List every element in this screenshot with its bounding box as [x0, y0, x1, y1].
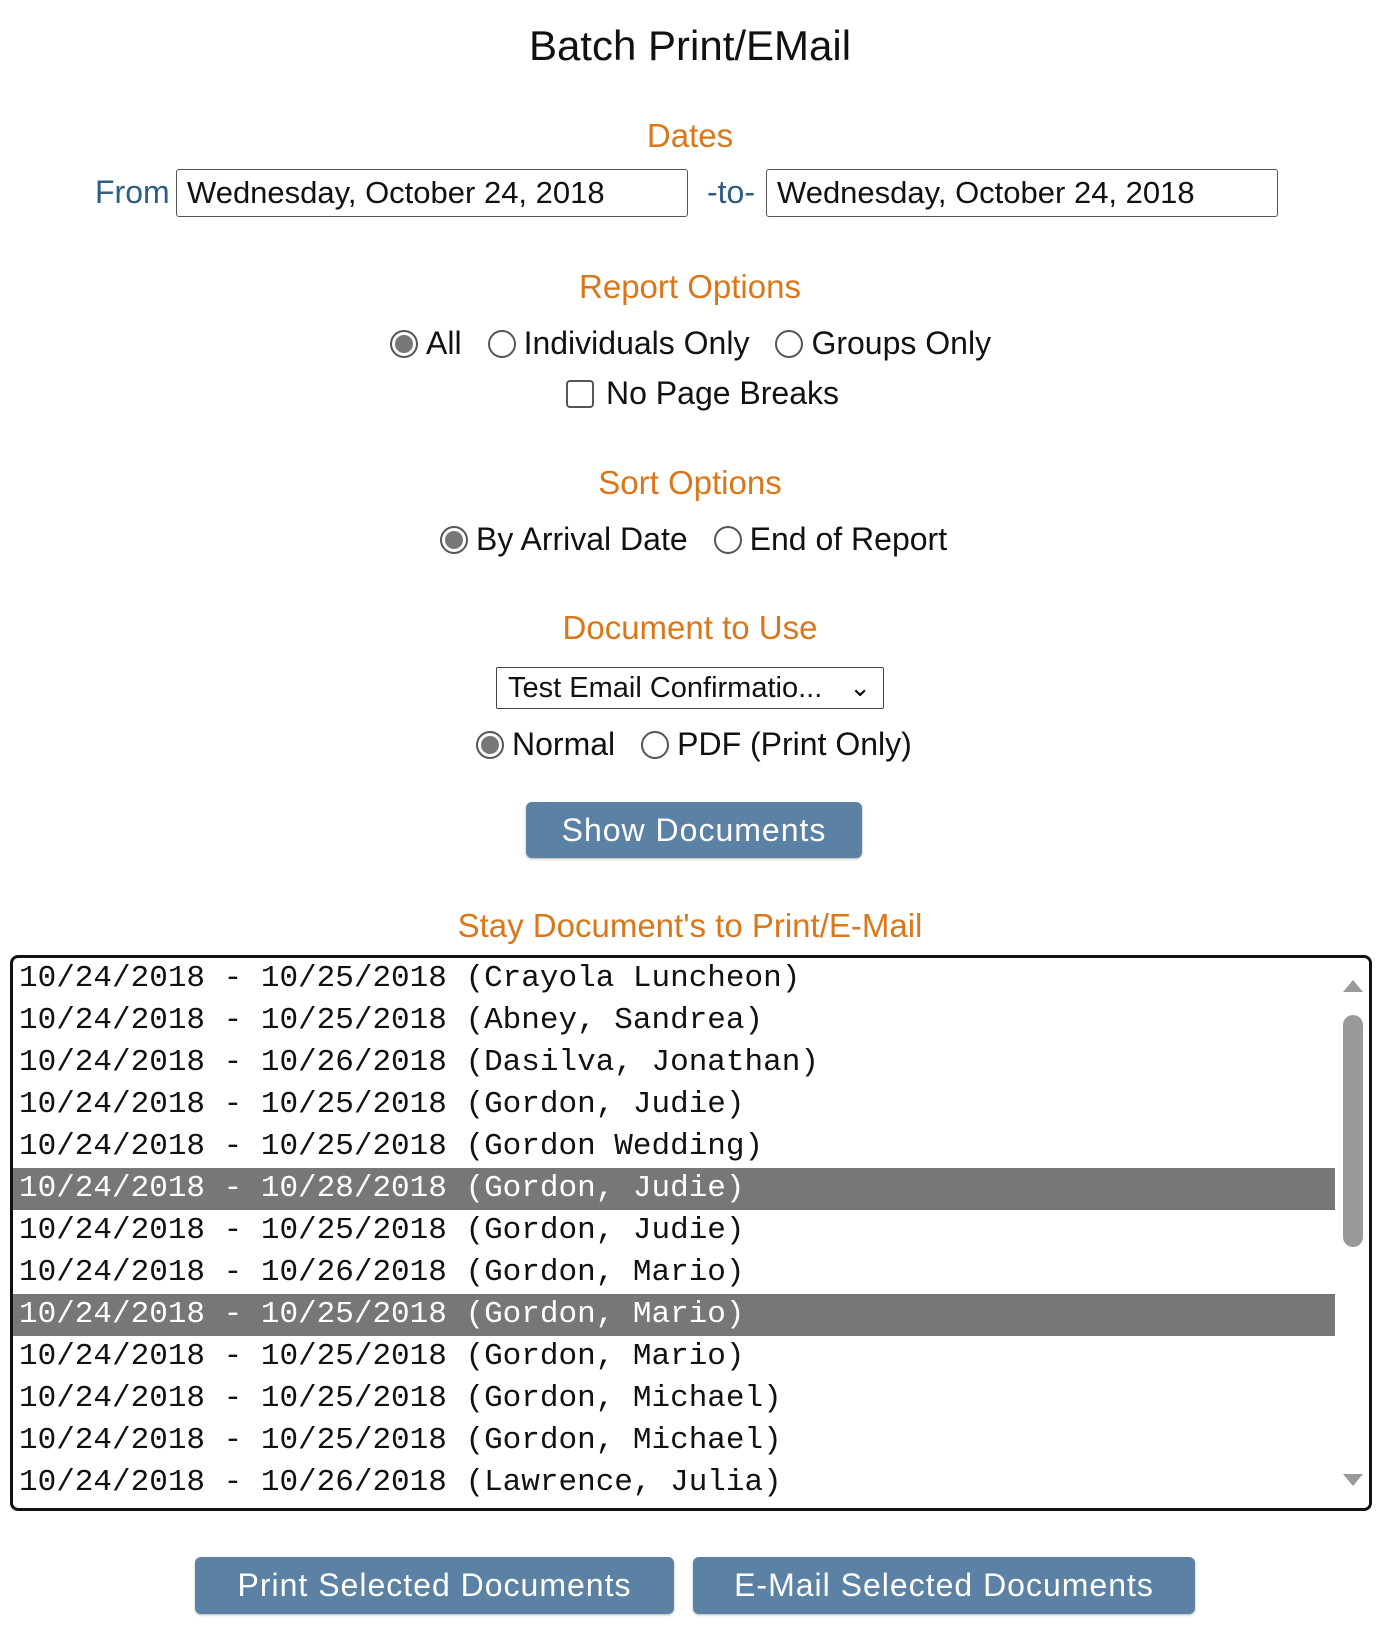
list-item[interactable]: 10/24/2018 - 10/26/2018 (Lawrence, Julia)	[19, 1465, 782, 1500]
from-date-input[interactable]	[176, 169, 688, 217]
show-documents-button[interactable]: Show Documents	[526, 802, 862, 858]
print-selected-button[interactable]: Print Selected Documents	[195, 1557, 674, 1614]
sort-arrival-label: By Arrival Date	[476, 521, 688, 557]
document-heading: Document to Use	[562, 609, 818, 646]
list-item[interactable]: 10/24/2018 - 10/28/2018 (Gordon, Judie)	[13, 1168, 1335, 1210]
no-page-breaks-checkbox[interactable]	[566, 375, 839, 412]
report-individuals-label: Individuals Only	[523, 325, 750, 361]
list-item[interactable]: 10/24/2018 - 10/25/2018 (Gordon, Mario)	[19, 1339, 745, 1374]
format-normal-label: Normal	[512, 726, 616, 762]
list-item[interactable]: 10/24/2018 - 10/25/2018 (Gordon, Michael)	[19, 1381, 782, 1416]
scrollbar[interactable]	[1337, 958, 1369, 1508]
radio-unchecked-icon	[775, 330, 803, 358]
no-page-breaks-label: No Page Breaks	[606, 375, 840, 411]
to-date-input[interactable]	[766, 169, 1278, 217]
report-all-radio[interactable]	[390, 325, 462, 362]
email-selected-button[interactable]: E-Mail Selected Documents	[693, 1557, 1195, 1614]
chevron-down-icon: ⌄	[849, 672, 871, 702]
report-all-label: All	[426, 325, 462, 361]
radio-unchecked-icon	[488, 330, 516, 358]
list-item[interactable]: 10/24/2018 - 10/25/2018 (Gordon, Judie)	[19, 1213, 745, 1248]
from-label: From	[95, 174, 170, 210]
radio-unchecked-icon	[714, 526, 742, 554]
list-item[interactable]: 10/24/2018 - 10/25/2018 (Crayola Luncheon)	[19, 961, 801, 996]
page-title: Batch Print/EMail	[528, 22, 852, 69]
to-label: -to-	[707, 174, 755, 210]
sort-options-heading: Sort Options	[598, 464, 782, 501]
list-item[interactable]: 10/24/2018 - 10/26/2018 (Dasilva, Jonathan)	[19, 1045, 819, 1080]
sort-end-radio[interactable]	[714, 521, 947, 558]
checkbox-icon	[566, 380, 594, 408]
scroll-down-arrow-icon[interactable]	[1343, 1474, 1363, 1486]
stay-documents-listbox[interactable]	[10, 955, 1372, 1511]
report-groups-radio[interactable]	[775, 325, 991, 362]
scrollbar-thumb[interactable]	[1343, 1015, 1363, 1247]
list-item[interactable]: 10/24/2018 - 10/26/2018 (Gordon, Mario)	[19, 1255, 745, 1290]
document-select[interactable]	[496, 667, 884, 709]
format-pdf-label: PDF (Print Only)	[677, 726, 912, 762]
radio-checked-icon	[440, 526, 468, 554]
format-normal-radio[interactable]	[476, 726, 615, 763]
stay-list-heading: Stay Document's to Print/E-Mail	[457, 907, 923, 944]
list-item[interactable]: 10/24/2018 - 10/25/2018 (Gordon, Mario)	[13, 1294, 1335, 1336]
sort-arrival-radio[interactable]	[440, 521, 688, 558]
scroll-up-arrow-icon[interactable]	[1343, 980, 1363, 992]
list-item[interactable]: 10/24/2018 - 10/25/2018 (Abney, Sandrea)	[19, 1003, 764, 1038]
report-options-heading: Report Options	[579, 268, 801, 305]
report-individuals-radio[interactable]	[488, 325, 750, 362]
list-item[interactable]: 10/24/2018 - 10/25/2018 (Gordon, Michael)	[19, 1423, 782, 1458]
dates-heading: Dates	[646, 117, 734, 154]
radio-checked-icon	[390, 330, 418, 358]
list-item[interactable]: 10/24/2018 - 10/25/2018 (Gordon Wedding)	[19, 1129, 764, 1164]
report-groups-label: Groups Only	[811, 325, 992, 361]
format-pdf-radio[interactable]	[641, 726, 912, 763]
document-select-value: Test Email Confirmatio...	[508, 671, 823, 704]
radio-unchecked-icon	[641, 731, 669, 759]
radio-checked-icon	[476, 731, 504, 759]
list-item[interactable]: 10/24/2018 - 10/25/2018 (Gordon, Judie)	[19, 1087, 745, 1122]
sort-end-label: End of Report	[749, 521, 948, 557]
